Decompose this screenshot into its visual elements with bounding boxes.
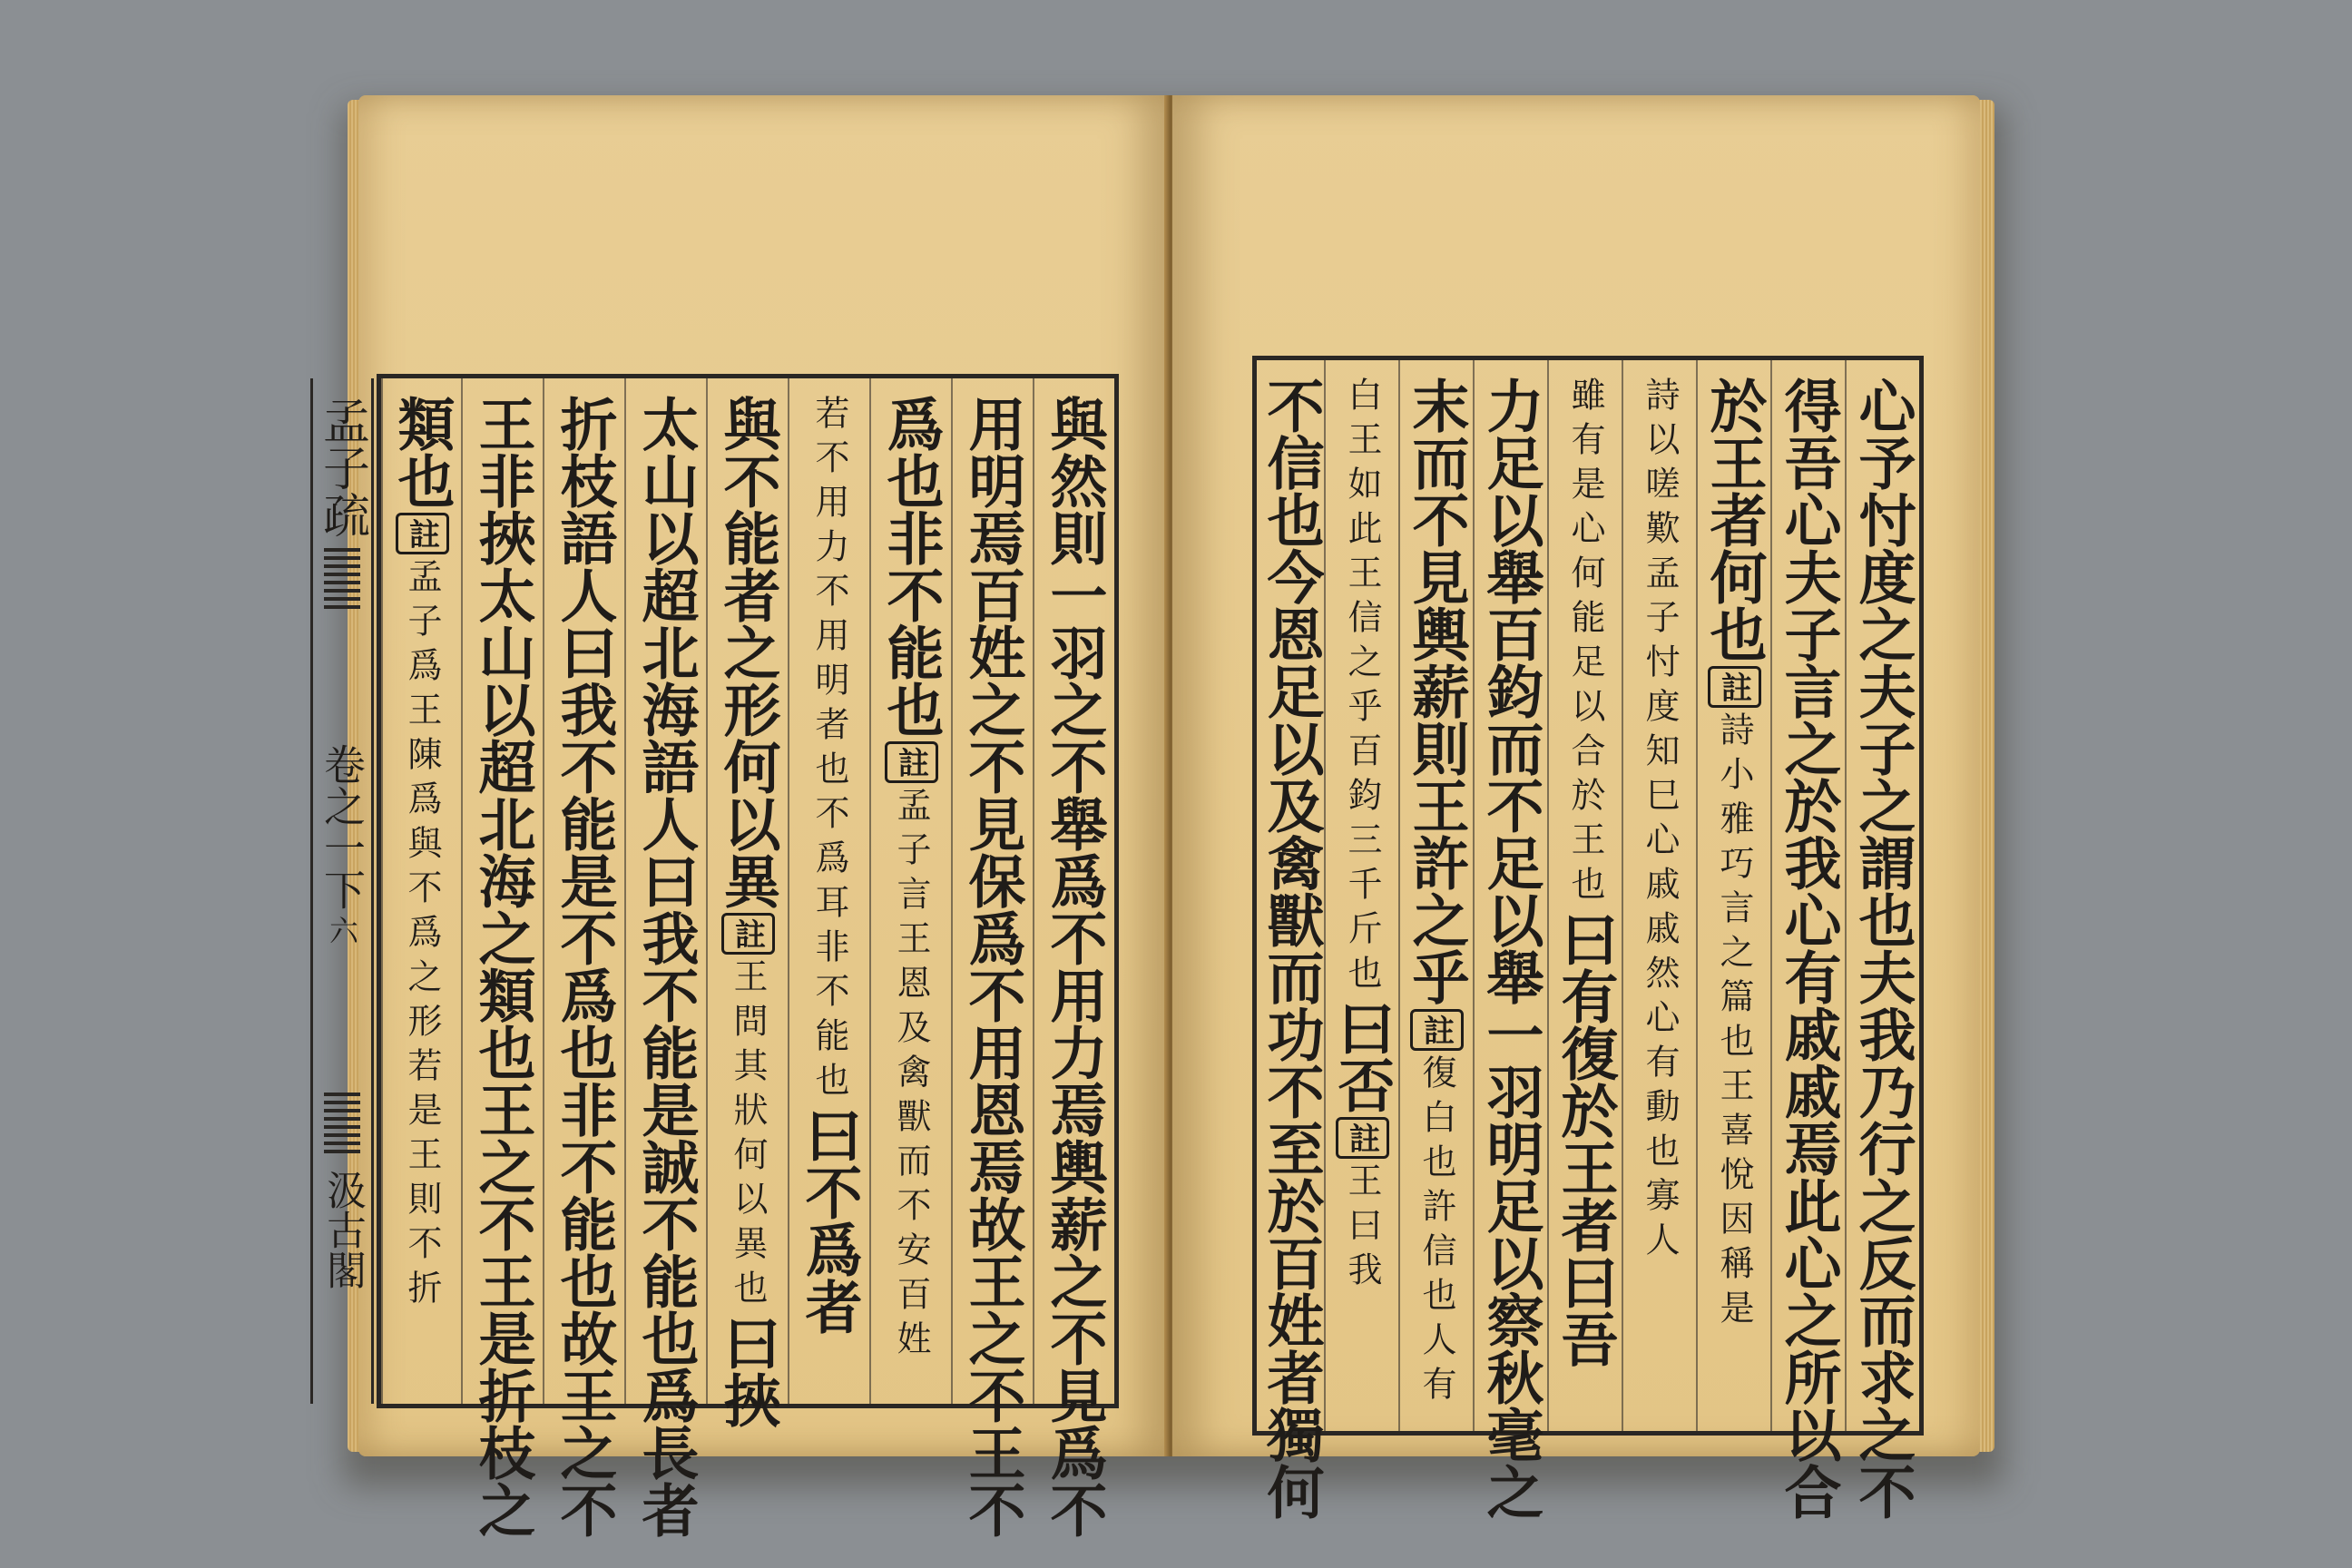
gloss-marker: 註 bbox=[396, 513, 449, 554]
fish-tail-mark bbox=[324, 545, 360, 609]
main-text: 得吾心夫子言之於我心有戚戚焉此心之所以合 bbox=[1775, 377, 1843, 1520]
main-text: 類也 bbox=[388, 395, 456, 509]
main-text: 不信也今恩足以及禽獸而功不至於百姓者獨何 bbox=[1258, 377, 1326, 1520]
text-column bbox=[1324, 360, 1398, 1431]
text-column bbox=[869, 378, 951, 1404]
text-column bbox=[624, 378, 706, 1538]
margin-volume: 卷之一下 bbox=[318, 743, 367, 910]
text-column bbox=[1258, 360, 1326, 1520]
text-column bbox=[1696, 360, 1770, 1431]
right-page bbox=[1172, 95, 1980, 1520]
main-text: 力足以舉百鈞而不足以舉一羽明足以察秋毫之 bbox=[1477, 377, 1545, 1520]
main-text: 曰挾 bbox=[714, 1314, 782, 1428]
main-text: 曰有復於王者曰吾 bbox=[1552, 910, 1620, 1367]
gloss-marker: 註 bbox=[1410, 1009, 1464, 1051]
main-text: 心予忖度之夫子之謂也夫我乃行之反而求之不 bbox=[1849, 377, 1917, 1520]
main-text: 爲也非不能也 bbox=[877, 395, 946, 738]
gloss-marker: 註 bbox=[1708, 666, 1761, 708]
text-column bbox=[543, 378, 624, 1538]
main-text: 與然則一羽之不舉爲不用力焉輿薪之不見爲不 bbox=[1041, 395, 1109, 1538]
text-column bbox=[788, 378, 869, 1404]
commentary-text: 孟子言王恩及禽獸而不安百姓 bbox=[891, 787, 931, 1365]
text-column bbox=[1398, 360, 1473, 1431]
main-text: 曰否 bbox=[1328, 999, 1396, 1113]
commentary-text: 詩小雅巧言之篇也王喜悅因稱是 bbox=[1714, 711, 1754, 1334]
text-column bbox=[1547, 360, 1622, 1431]
text-column bbox=[1622, 360, 1696, 1431]
main-text: 於王者何也 bbox=[1700, 377, 1769, 662]
right-text-frame bbox=[1252, 356, 1924, 1520]
main-text: 曰不爲者 bbox=[796, 1106, 864, 1335]
commentary-text: 王曰我 bbox=[1342, 1162, 1382, 1296]
left-page bbox=[314, 95, 1168, 1538]
commentary-text: 復白也許信也人有 bbox=[1416, 1054, 1456, 1410]
text-column bbox=[706, 378, 788, 1428]
commentary-text: 白王如此王信之乎百鈞三千斤也 bbox=[1342, 377, 1382, 999]
margin-title: 孟子疏 bbox=[314, 397, 369, 538]
main-text: 王非挾太山以超北海之類也王之不王是折枝之 bbox=[469, 395, 537, 1538]
gloss-marker: 註 bbox=[721, 913, 775, 955]
text-column bbox=[1845, 360, 1919, 1520]
commentary-text: 雖有是心何能足以合於王也 bbox=[1565, 377, 1605, 910]
text-column bbox=[381, 378, 461, 1404]
text-column bbox=[951, 378, 1033, 1538]
commentary-text: 詩以嗟歎孟子忖度知巳心戚戚然心有動也寡人 bbox=[1640, 377, 1680, 1266]
block-heart-margin bbox=[310, 378, 374, 1404]
main-text: 折枝語人曰我不能是不爲也非不能也故王之不 bbox=[551, 395, 619, 1538]
commentary-text: 孟子爲王陳爲與不爲之形若是王則不折 bbox=[402, 558, 442, 1314]
text-column bbox=[461, 378, 543, 1538]
left-text-frame bbox=[314, 374, 1119, 1538]
text-column bbox=[1033, 378, 1114, 1538]
text-column bbox=[1473, 360, 1547, 1520]
gloss-marker: 註 bbox=[885, 741, 938, 783]
margin-publisher: 汲古閣 bbox=[319, 1170, 366, 1289]
margin-folio: 六 bbox=[325, 916, 359, 945]
commentary-text: 王問其狀何以異也 bbox=[728, 958, 768, 1314]
fish-tail-mark bbox=[324, 1090, 360, 1153]
main-text: 太山以超北海語人曰我不能是誠不能也爲長者 bbox=[632, 395, 701, 1538]
gloss-marker: 註 bbox=[1336, 1117, 1389, 1159]
main-text: 與不能者之形何以異 bbox=[714, 395, 782, 909]
main-text: 末而不見輿薪則王許之乎 bbox=[1403, 377, 1471, 1005]
main-text: 用明焉百姓之不見保爲不用恩焉故王之不王不 bbox=[959, 395, 1027, 1538]
text-column bbox=[1770, 360, 1845, 1520]
commentary-text: 若不用力不用明者也不爲耳非不能也 bbox=[809, 395, 849, 1106]
